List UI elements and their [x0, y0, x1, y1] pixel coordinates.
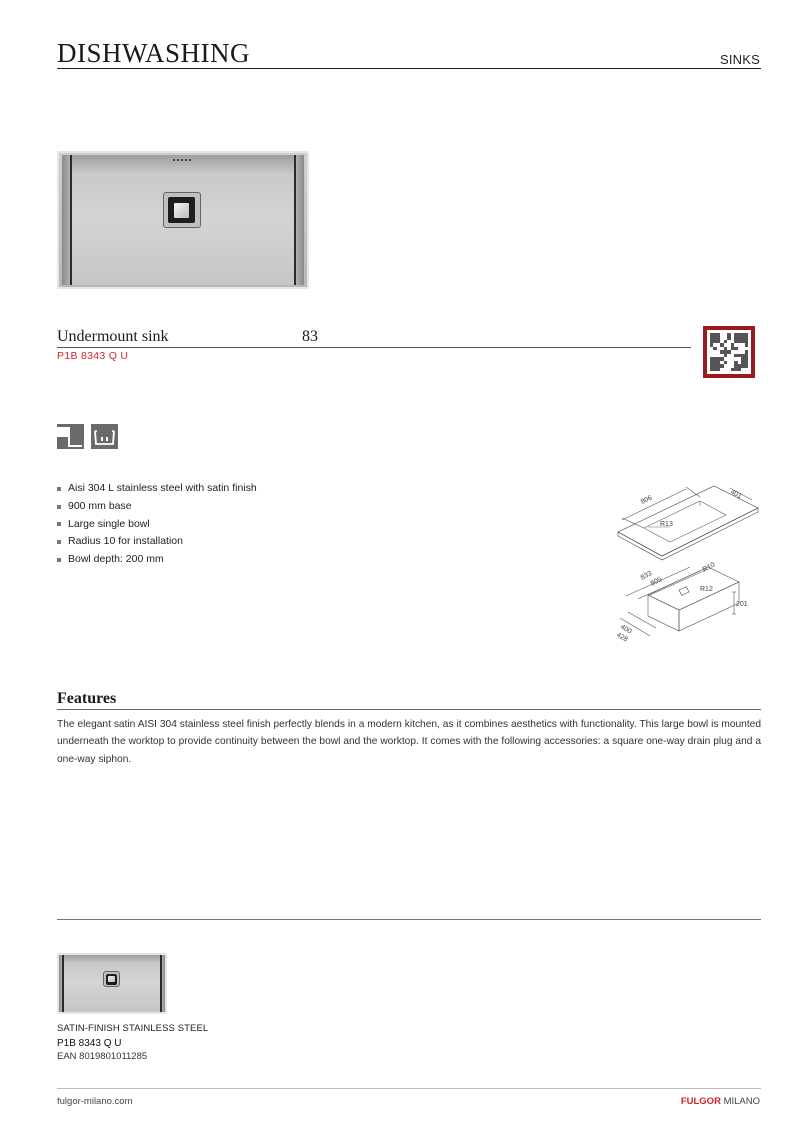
- bullet-icon: [57, 505, 61, 509]
- product-size: 83: [302, 328, 318, 345]
- bowl-drawing: [615, 562, 748, 644]
- bullet-icon: [57, 558, 61, 562]
- spec-item: Radius 10 for installation: [57, 533, 257, 551]
- svg-text:201: 201: [736, 601, 748, 608]
- spec-item: 900 mm base: [57, 498, 257, 516]
- page-title: DISHWASHING: [57, 38, 250, 68]
- svg-text:806: 806: [639, 494, 654, 506]
- spec-item: Large single bowl: [57, 516, 257, 534]
- finish-divider: [57, 919, 761, 920]
- bullet-icon: [57, 540, 61, 544]
- spec-item: Bowl depth: 200 mm: [57, 551, 257, 569]
- qr-code-icon[interactable]: [703, 326, 755, 378]
- spec-item: Aisi 304 L stainless steel with satin finish: [57, 480, 257, 498]
- svg-text:R12: R12: [700, 586, 713, 593]
- svg-text:R13: R13: [660, 521, 673, 528]
- product-name: Undermount sink: [57, 328, 169, 345]
- brand-suffix: MILANO: [720, 1096, 760, 1107]
- svg-text:R10: R10: [701, 561, 717, 574]
- features-description: The elegant satin AISI 304 stainless steel finish perfectly blends in a modern kitchen, as it combines aesthetics with functionality. This large bowl is mounted underneath the worktop to provide continuity between the bowl and the worktop. It comes with the following accessories: a square one-way drain plug and a one-way siphon.: [57, 719, 761, 765]
- undermount-installation-icon: [57, 424, 84, 449]
- product-divider: [57, 347, 691, 348]
- footer-divider: [57, 1088, 761, 1089]
- finish-thumbnail-image[interactable]: [57, 953, 167, 1014]
- section-label: SINKS: [719, 52, 760, 67]
- brand-name: FULGOR: [680, 1096, 721, 1107]
- svg-text:805: 805: [649, 576, 664, 588]
- bullet-icon: [57, 487, 61, 491]
- footer-website-link[interactable]: fulgor-milano.com: [57, 1096, 133, 1107]
- cutout-drawing: [618, 486, 758, 560]
- single-bowl-icon: [91, 424, 118, 449]
- bullet-icon: [57, 522, 61, 526]
- svg-text:400: 400: [619, 623, 633, 636]
- finish-label: SATIN-FINISH STAINLESS STEEL: [57, 1023, 209, 1034]
- features-heading: Features: [57, 690, 117, 707]
- sink-product-image: [57, 151, 309, 289]
- finish-ean: EAN 8019801011285: [57, 1051, 148, 1062]
- svg-text:401: 401: [729, 488, 743, 501]
- footer-brand: [681, 1096, 760, 1107]
- svg-text:833: 833: [639, 570, 654, 582]
- svg-text:428: 428: [615, 631, 629, 644]
- technical-drawing: [612, 478, 762, 648]
- product-code: P1B 8343 Q U: [57, 350, 129, 362]
- spec-list: [57, 480, 257, 569]
- header-divider: [57, 68, 761, 69]
- finish-product-code: P1B 8343 Q U: [57, 1038, 122, 1049]
- features-divider: [57, 709, 761, 710]
